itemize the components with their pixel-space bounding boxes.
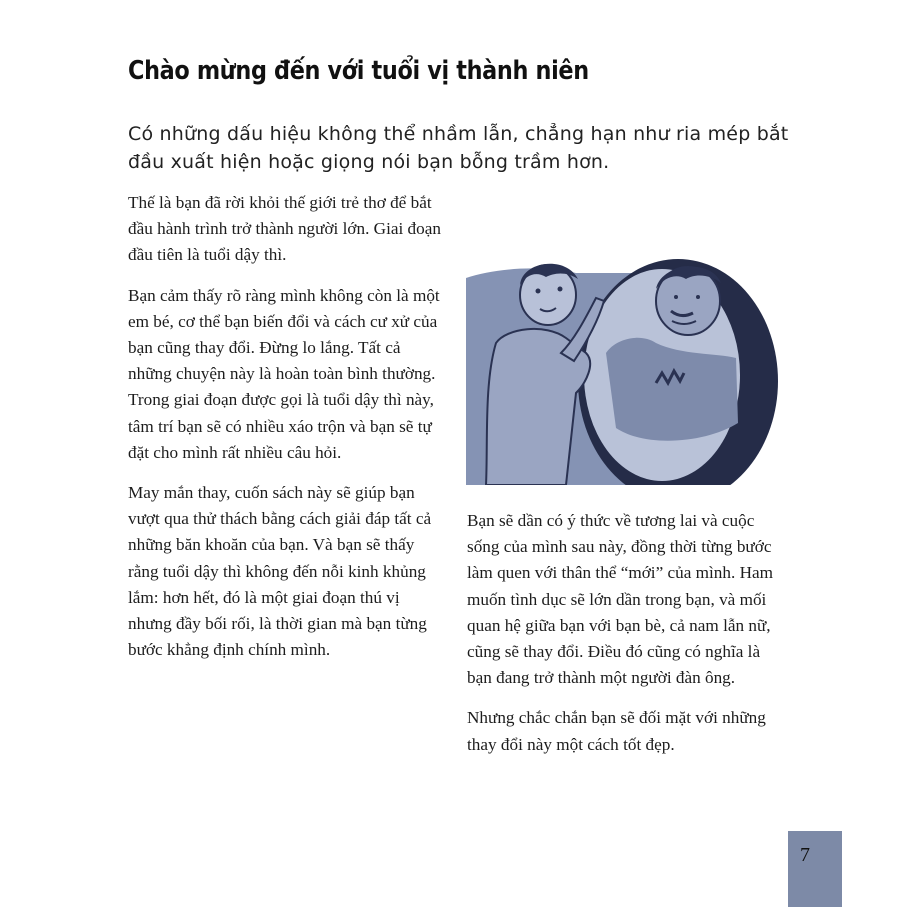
lead-paragraph: Có những dấu hiệu không thể nhầm lẫn, chẳng hạn như ria mép bắt đầu xuất hiện hoặc giọng nói bạn bỗng trầm hơn. [128,123,789,173]
body-paragraph-2: Bạn cảm thấy rõ ràng mình không còn là một em bé, cơ thể bạn biến đổi và cách cư xử của bạn cũng thay đổi. Đừng lo lắng. Tất cả những chuyện này là hoàn toàn bình thường. Trong giai đoạn được gọi là tuổi dậy thì này, tâm trí bạn sẽ có nhiều xáo trộn và bạn sẽ tự đặt cho mình rất nhiều câu hỏi. [128,285,440,462]
boy-mirror-illustration [466,243,784,485]
body-paragraph-1: Thế là bạn đã rời khỏi thế giới trẻ thơ để bắt đầu hành trình trở thành người lớn. Giai đoạn đầu tiên là tuổi dậy thì. [128,193,441,265]
page-title: Chào mừng đến với tuổi vị thành niên [128,56,589,86]
body-paragraph-3: May mắn thay, cuốn sách này sẽ giúp bạn vượt qua thử thách bằng cách giải đáp tất cả những băn khoăn của bạn. Và bạn sẽ thấy rằng tuổi dậy thì không đến nỗi kinh khủng lắm: hơn hết, đó là một giai đoạn thú vị nhưng đầy bối rối, là thời gian mà bạn từng bước khẳng định chính mình. [128,483,432,660]
right-column [467,508,785,772]
body-paragraph-5: Nhưng chắc chắn bạn sẽ đối mặt với những thay đổi này một cách tốt đẹp. [467,708,766,754]
left-column [128,190,444,677]
page-number: 7 [800,844,810,866]
body-paragraph-4: Bạn sẽ dần có ý thức về tương lai và cuộc sống của mình sau này, đồng thời từng bước làm quen với thân thể “mới” của mình. Ham muốn tình dục sẽ lớn dần trong bạn, và mối quan hệ giữa bạn với bạn bè, cả nam lẫn nữ, cũng sẽ thay đổi. Điều đó cũng có nghĩa là bạn đang trở thành một người đàn ông. [467,511,773,688]
page-number-box [788,831,842,907]
